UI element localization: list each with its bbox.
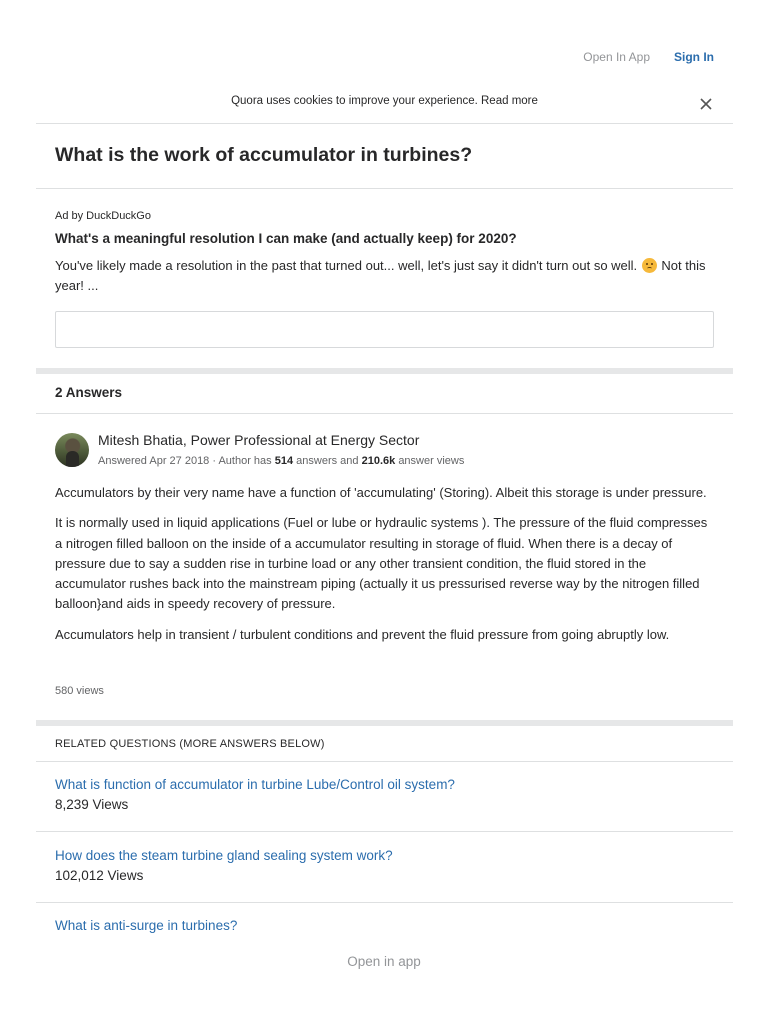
open-in-app-button[interactable]: Open in app [347, 954, 421, 969]
ad-title[interactable]: What's a meaningful resolution I can make (and actually keep) for 2020? [55, 231, 517, 246]
divider [36, 413, 733, 414]
answer-count: 2 Answers [55, 385, 123, 400]
ad-body[interactable] [55, 256, 719, 296]
top-nav [583, 50, 714, 64]
sign-in-link[interactable]: Sign In [674, 50, 714, 64]
cookie-banner [36, 84, 733, 124]
ad-label: Ad by DuckDuckGo [55, 210, 151, 222]
answer-paragraph: Accumulators by their very name have a function of 'accumulating' (Storing). Albeit this storage is under pressure. [55, 485, 707, 500]
author-answer-count: 514 [274, 455, 294, 467]
answer-meta-prefix: Answered Apr 27 2018 · Author has [98, 455, 272, 467]
divider [36, 902, 733, 903]
answer-meta [98, 455, 464, 467]
related-question-views: 102,012 Views [55, 868, 144, 883]
related-question-link[interactable]: What is function of accumulator in turbine Lube/Control oil system? [55, 777, 455, 792]
divider [36, 188, 733, 189]
section-divider [36, 720, 733, 726]
frown-emoji-icon [642, 258, 657, 273]
related-question-views: 8,239 Views [55, 797, 129, 812]
answer-paragraph: It is normally used in liquid applications (Fuel or lube or hydraulic systems ). The pressure of the fluid compresses a nitrogen filled balloon on the inside of a accumulator resulting in storage of fluid. When there is a decay of pressure due to say a sudden rise in turbine load or any other transient condition, the fluid stored in the accumulator rushes back into the mainstream piping (actually it us pressurised reverse way by the nitrogen filled balloon}and aids in speedy recovery of pressure. [55, 515, 708, 612]
ad-body-text: You've likely made a resolution in the past that turned out... well, let's just say it didn't turn out so well. [55, 258, 638, 273]
answer-meta-middle: answers and [296, 455, 359, 467]
answer-body [55, 483, 717, 655]
answer-meta-suffix: answer views [398, 455, 465, 467]
question-title: What is the work of accumulator in turbines? [55, 144, 473, 166]
ad-body-text-end: Not this year! ... [55, 258, 706, 293]
close-icon[interactable] [699, 97, 713, 111]
avatar[interactable] [55, 433, 89, 467]
author-name[interactable]: Mitesh Bhatia, Power Professional at Energy Sector [98, 432, 420, 448]
related-question-link[interactable]: How does the steam turbine gland sealing system work? [55, 848, 393, 863]
open-in-app-link[interactable]: Open In App [583, 50, 650, 64]
answer-views: 580 views [55, 685, 104, 697]
answer-paragraph: Accumulators help in transient / turbulent conditions and prevent the fluid pressure from going abruptly low. [55, 626, 670, 642]
cookie-text[interactable]: Quora uses cookies to improve your experience. Read more [231, 95, 538, 107]
divider [36, 761, 733, 762]
author-view-count: 210.6k [361, 455, 396, 467]
related-question-link[interactable]: What is anti-surge in turbines? [55, 918, 238, 933]
divider [36, 831, 733, 832]
section-divider [36, 368, 733, 374]
related-questions-header: RELATED QUESTIONS (MORE ANSWERS BELOW) [55, 738, 325, 750]
ad-image-placeholder[interactable] [55, 311, 714, 348]
